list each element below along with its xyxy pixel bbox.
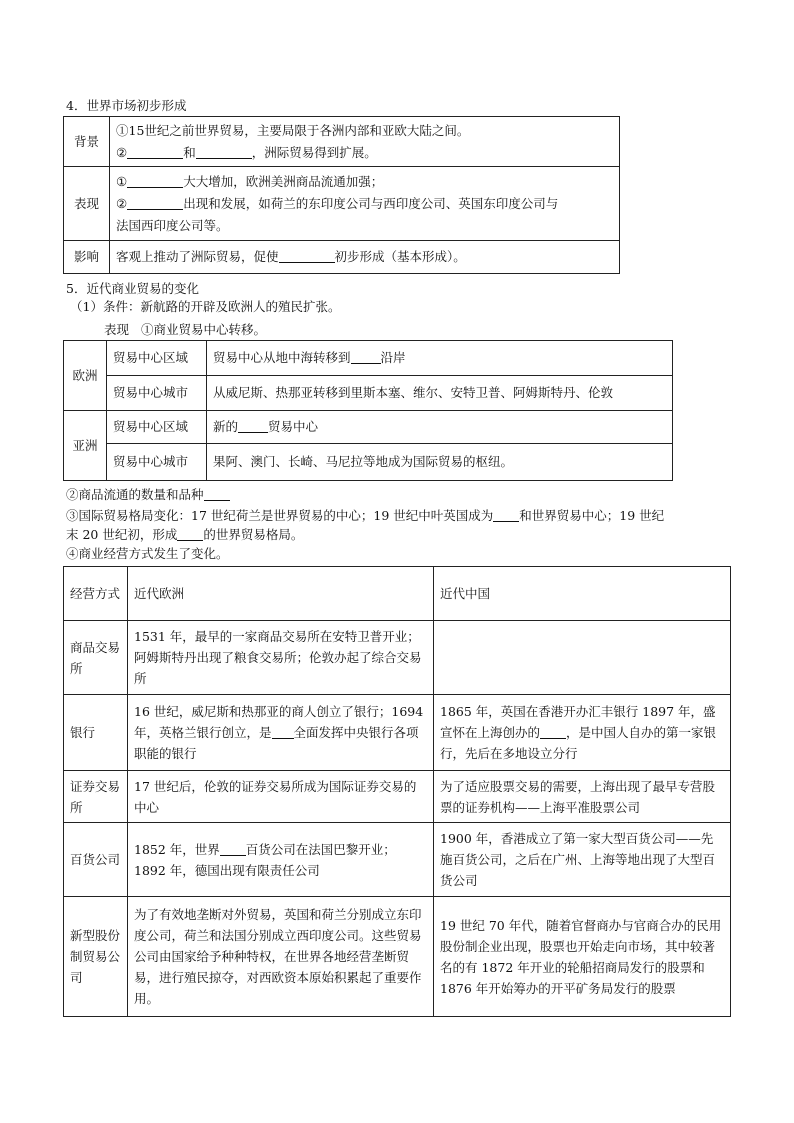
row-label: 贸易中心区域 [107,411,207,444]
table-row [64,621,731,695]
fill-blank [351,349,381,364]
fill-blank [272,724,294,739]
performance-label: 表现 [104,322,130,337]
item-4: ④商业经营方式发生了变化。 [66,546,229,561]
performance-line-2: ② 出现和发展，如荷兰的东印度公司与西印度公司、英国东印度公司与 [116,195,559,211]
table-row [64,241,620,274]
performance-line-3: 法国西印度公司等。 [116,217,229,233]
performance-line-1: ① 大大增加，欧洲美洲商品流通加强； [116,173,384,189]
table-row [64,167,620,241]
fill-blank [238,418,268,433]
row-label-performance: 表现 [64,167,110,241]
table-row [64,376,673,411]
table-row [64,411,673,444]
method-label: 商品交易所 [64,621,128,695]
row-label-impact: 影响 [64,241,110,274]
row-label-background: 背景 [64,117,110,167]
china-cell: 1900 年，香港成立了第一家大型百货公司——先施百货公司，之后在广州、上海等地出现了大型百货公司 [434,823,731,897]
table-row [64,695,731,771]
europe-cell: 17 世纪后，伦敦的证券交易所成为国际证券交易的中心 [128,771,434,823]
europe-center-region: 贸易中心从地中海转移到 沿岸 [207,341,673,376]
table-row [64,897,731,1017]
header-europe: 近代欧洲 [128,567,434,621]
row-label: 贸易中心城市 [107,376,207,411]
fill-blank [127,195,183,210]
table-row [64,117,620,167]
business-methods-table [63,566,731,1017]
europe-cell: 1531 年，最早的一家商品交易所在安特卫普开业；阿姆斯特丹出现了粮食交易所；伦敦办起了综合交易所 [128,621,434,695]
asia-center-city: 果阿、澳门、长崎、马尼拉等地成为国际贸易的枢纽。 [207,444,673,481]
europe-cell: 16 世纪，威尼斯和热那亚的商人创立了银行；1694 年，英格兰银行创立，是 全面发挥中央银行各项职能的银行 [128,695,434,771]
item-3-line-2: 末 20 世纪初，形成 的世界贸易格局。 [66,527,304,542]
section-5-heading: 5．近代商业贸易的变化 [66,281,199,296]
europe-center-city: 从威尼斯、热那亚转移到里斯本塞、维尔、安特卫普、阿姆斯特丹、伦敦 [207,376,673,411]
fill-blank [204,486,230,501]
method-label: 银行 [64,695,128,771]
trade-center-table [63,340,673,481]
performance-line [104,321,266,339]
china-cell: 1865 年，英国在香港开办汇丰银行 1897 年，盛宣怀在上海创办的 ，是中国人自办的第一家银行，先后在多地设立分行 [434,695,731,771]
fill-blank [177,526,203,541]
fill-blank [127,144,183,159]
background-cell [110,117,620,167]
region-asia: 亚洲 [64,411,107,481]
table-row [64,341,673,376]
table-row [64,823,731,897]
background-line-1: ①15世纪之前世界贸易，主要局限于各洲内部和亚欧大陆之间。 [116,122,470,138]
china-cell: 19 世纪 70 年代，随着官督商办与官商合办的民用股份制企业出现，股票也开始走向市场，其中较著名的有 1872 年开业的轮船招商局发行的股票和 1876 年开始筹办的开平矿务局发行的股票 [434,897,731,1017]
europe-cell: 1852 年，世界 百货公司在法国巴黎开业；1892 年，德国出现有限责任公司 [128,823,434,897]
fill-blank [493,507,519,522]
fill-blank [196,144,252,159]
fill-blank [127,173,183,188]
asia-center-region: 新的 贸易中心 [207,411,673,444]
china-cell [434,621,731,695]
world-market-table [63,116,620,274]
row-label: 贸易中心区域 [107,341,207,376]
region-europe: 欧洲 [64,341,107,411]
impact-cell: 客观上推动了洲际贸易，促使 初步形成（基本形成）。 [110,241,620,274]
method-label: 百货公司 [64,823,128,897]
item-2: ②商品流通的数量和品种 [66,486,230,504]
method-label: 证券交易所 [64,771,128,823]
header-method: 经营方式 [64,567,128,621]
section-4-heading: 4．世界市场初步形成 [66,98,187,113]
method-label: 新型股份制贸易公司 [64,897,128,1017]
background-line-2: ② 和 ，洲际贸易得到扩展。 [116,144,377,160]
table-row [64,771,731,823]
performance-cell [110,167,620,241]
table-header-row [64,567,731,621]
table-row [64,444,673,481]
fill-blank [220,841,246,856]
performance-item-1: ①商业贸易中心转移。 [140,322,266,337]
fill-blank [540,724,566,739]
europe-cell: 为了有效地垄断对外贸易，英国和荷兰分别成立东印度公司，荷兰和法国分别成立西印度公司。这些贸易公司由国家给予种种特权，在世界各地经营垄断贸易，进行殖民掠夺，对西欧资本原始积累起了重要作用。 [128,897,434,1017]
header-china: 近代中国 [434,567,731,621]
item-3-line-1: ③国际贸易格局变化：17 世纪荷兰是世界贸易的中心；19 世纪中叶英国成为 和世界贸易中心；19 世纪 [66,508,665,523]
china-cell: 为了适应股票交易的需要，上海出现了最早专营股票的证券机构——上海平准股票公司 [434,771,731,823]
fill-blank [279,248,335,263]
row-label: 贸易中心城市 [107,444,207,481]
condition-text: （1）条件：新航路的开辟及欧洲人的殖民扩张。 [70,299,341,314]
